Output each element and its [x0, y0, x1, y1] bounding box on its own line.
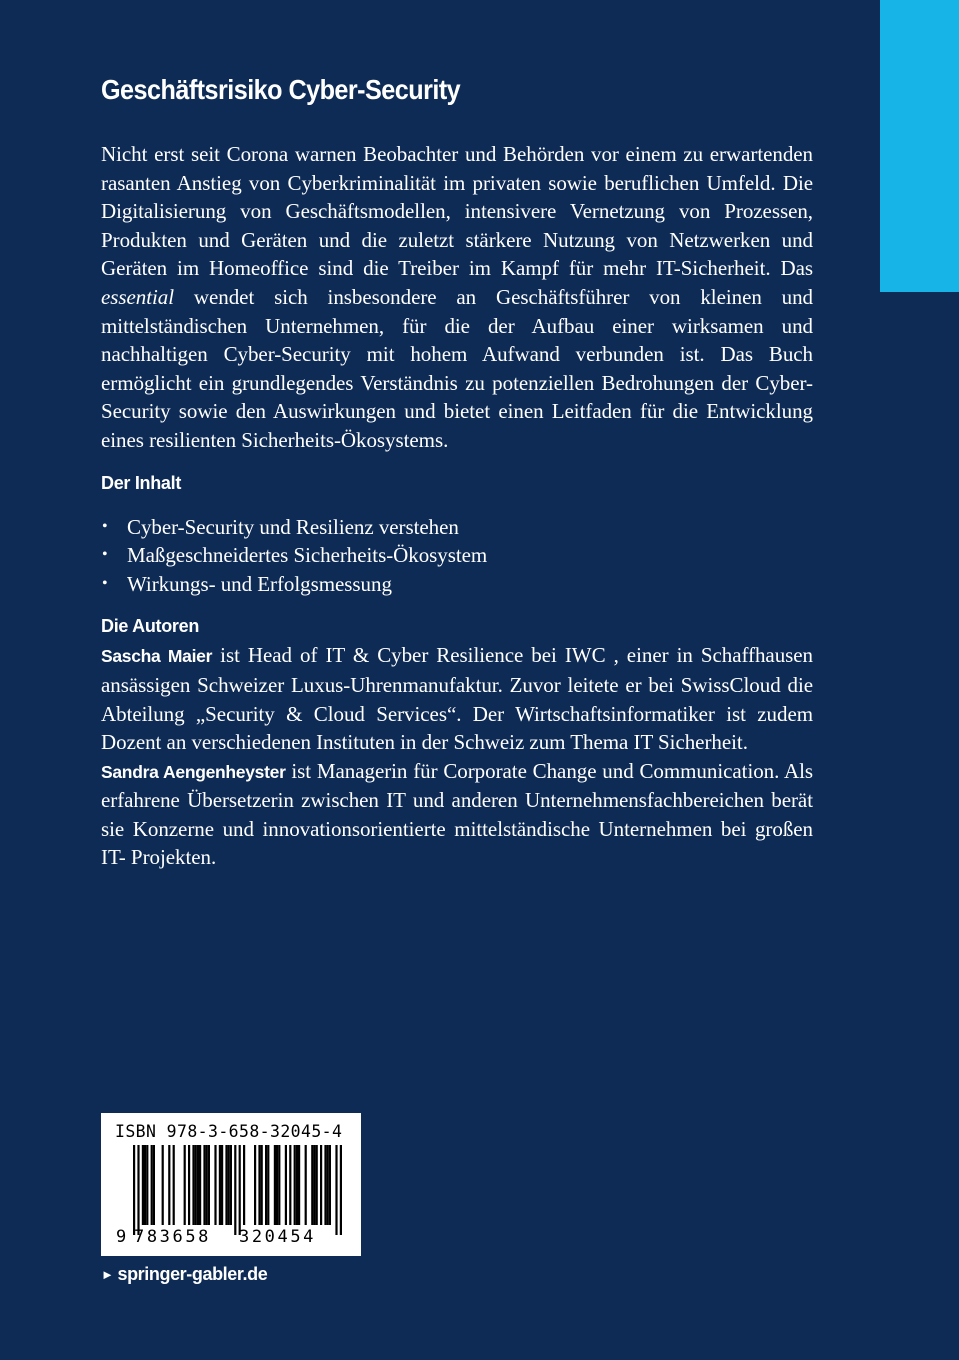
intro-emphasis: essential [101, 284, 175, 309]
list-item [101, 541, 813, 570]
publisher-link[interactable] [101, 1262, 267, 1288]
author-bio-2: ist Managerin für Corporate Change und Communication. Als erfahrene Übersetzerin zwischen IT und anderen Unternehmensfachbereichen berät sie Konzerne und innovationsorientierte mittelständische Unternehmen bei großen IT- Projekten. [101, 758, 813, 870]
author-name-2: Sandra Aengenheyster [101, 761, 286, 782]
bullet-icon: • [102, 517, 108, 535]
barcode-left-digits: 783658 [134, 1227, 212, 1247]
contents-list [101, 513, 813, 599]
accent-bar [880, 0, 959, 292]
book-title: Geschäftsrisiko Cyber-Security [101, 74, 461, 105]
author-name-1: Sascha Maier [101, 646, 213, 667]
bullet-icon: • [102, 574, 108, 592]
list-item-label: Wirkungs- und Erfolgsmessung [127, 571, 392, 596]
isbn-label: ISBN 978-3-658-32045-4 [115, 1122, 343, 1141]
publisher-url: springer-gabler.de [117, 1264, 268, 1284]
arrow-right-icon: ► [101, 1267, 114, 1282]
intro-paragraph [101, 140, 813, 455]
list-item [101, 513, 813, 542]
intro-text-part2: wendet sich insbesondere an Geschäftsführer von kleinen und mittelständischen Unternehmen, für die der Aufbau einer wirksamen und nachhaltigen Cyber-Security mit hohem Aufwand verbunden ist. Das Buch ermöglicht ein grundlegendes Verständnis zu potenziellen Bedrohungen der Cyber-Security sowie den Auswirkungen und bietet einen Leitfaden für die Entwicklung eines resilienten Sicherheits-Ökosystems. [101, 284, 813, 452]
contents-heading: Der Inhalt [101, 472, 182, 493]
author-bio-1: ist Head of IT & Cyber Resilience bei IWC , einer in Schaffhausen ansässigen Schweizer Luxus-Uhrenmanufaktur. Zuvor leitete er bei SwissCloud die Abteilung „Security & Cloud Services“. Der Wirtschaftsinformatiker ist zudem Dozent an verschiedenen Instituten in der Schweiz zum Thema IT Sicherheit. [101, 643, 813, 755]
bullet-icon: • [102, 546, 108, 564]
authors-heading: Die Autoren [101, 616, 200, 637]
isbn-barcode [101, 1113, 361, 1256]
list-item-label: Cyber-Security und Resilienz verstehen [127, 514, 459, 539]
intro-text-part1: Nicht erst seit Corona warnen Beobachter und Behörden vor einem zu erwartenden rasanten Anstieg von Cyberkriminalität im privaten sowie beruflichen Umfeld. Die Digitalisierung von Geschäftsmodellen, intensivere Vernetzung von Prozessen, Produkten und Geräten und die zuletzt stärkere Nutzung von Netzwerken und Geräten im Homeoffice sind die Treiber im Kampf für mehr IT-Sicherheit. Das [101, 142, 813, 281]
barcode-right-digits: 320454 [239, 1227, 317, 1247]
list-item [101, 570, 813, 599]
list-item-label: Maßgeschneidertes Sicherheits-Ökosystem [127, 543, 488, 568]
main-content [101, 70, 813, 872]
barcode-digits [101, 1113, 361, 1256]
barcode-first-digit: 9 [116, 1227, 127, 1247]
authors-paragraph [101, 641, 813, 872]
